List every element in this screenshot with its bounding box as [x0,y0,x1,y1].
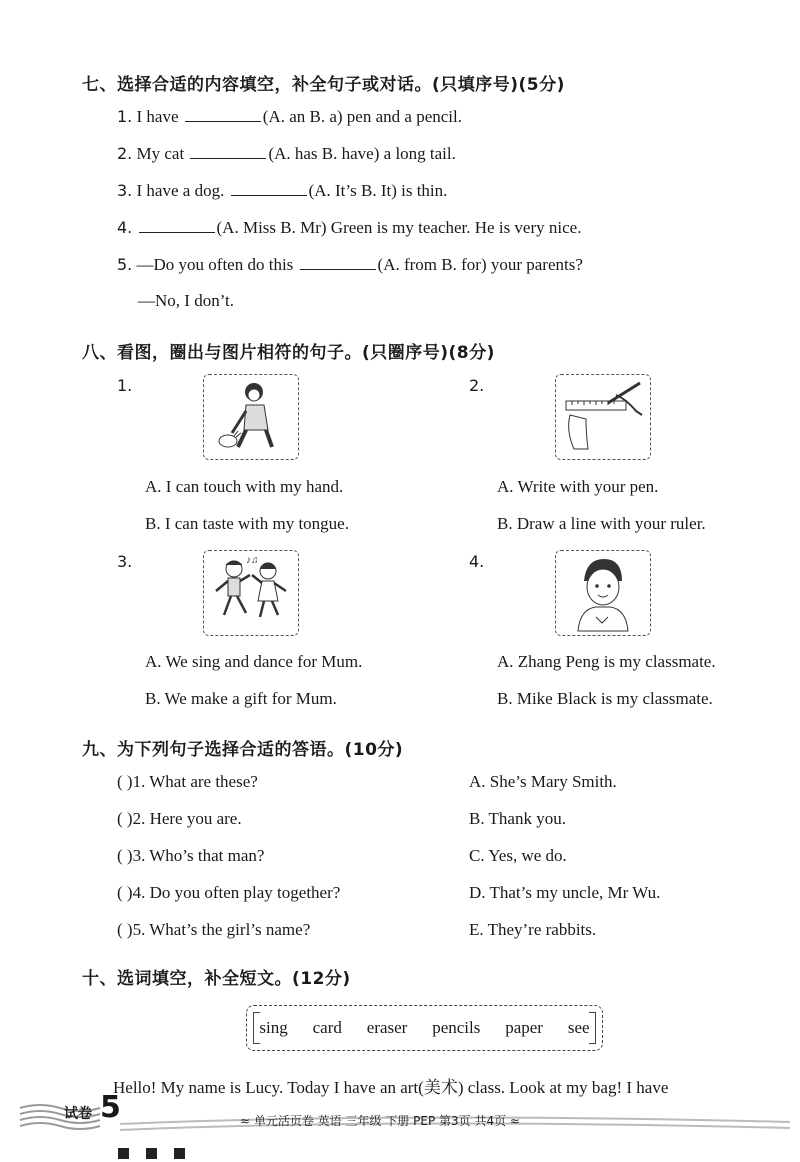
word-bank-item: card [312,1018,342,1037]
sec9-answer-d: D. That’s my uncle, Mr Wu. [469,883,661,902]
word-bank-item: eraser [366,1018,408,1037]
sec9-question-4[interactable]: ( )4. Do you often play together? [117,883,341,902]
sec8-q1-option-b[interactable]: B. I can taste with my tongue. [145,514,349,533]
sec9-answer-c: C. Yes, we do. [469,846,567,865]
passage-text: Hello! My name is Lucy. Today I have an art(美术) class. Look at my bag! I have [113,1078,669,1097]
sec7-item-5: 5. —Do you often do this (A. from B. for) your parents? [117,255,583,274]
footer-label: 试卷 [64,1106,92,1122]
sec7-item-3: 3. I have a dog. (A. It’s B. It) is thin. [117,181,448,200]
answer-blank[interactable] [300,255,376,270]
answer-blank[interactable] [185,107,261,122]
sec9-answer-b: B. Thank you. [469,809,566,828]
sec9-question-5[interactable]: ( )5. What’s the girl’s name? [117,920,311,939]
word-bank-item: see [567,1018,590,1037]
sec8-q3-option-a[interactable]: A. We sing and dance for Mum. [145,652,363,671]
sec8-q2-number: 2. [469,376,485,395]
picture-kids-dancing [203,550,299,636]
section-7-title: 七、选择合适的内容填空，补全句子或对话。(只填序号)(5分) [82,75,565,95]
sec9-question-2[interactable]: ( )2. Here you are. [117,809,242,828]
picture-hand-ruler-pen [555,374,651,460]
sec7-item-4: 4. (A. Miss B. Mr) Green is my teacher. He is very nice. [117,218,582,237]
word-bank-item: sing [259,1018,288,1037]
section-9-title: 九、为下列句子选择合适的答语。(10分) [82,740,404,760]
sec9-answer-a: A. She’s Mary Smith. [469,772,617,791]
answer-blank[interactable] [231,181,307,196]
section-10-title: 十、选词填空，补全短文。(12分) [82,969,351,989]
footer-square-mark [174,1148,185,1159]
sec8-q2-option-b[interactable]: B. Draw a line with your ruler. [497,514,706,533]
footer-page-number: 5 [100,1090,121,1125]
picture-boy-portrait [555,550,651,636]
sec9-answer-e: E. They’re rabbits. [469,920,597,939]
sec8-q4-option-a[interactable]: A. Zhang Peng is my classmate. [497,652,716,671]
sec7-item-1: 1. I have (A. an B. a) pen and a pencil. [117,107,462,126]
word-bank-item: paper [505,1018,543,1037]
sec7-item-2: 2. My cat (A. has B. have) a long tail. [117,144,456,163]
word-bank [246,1005,603,1051]
sec8-q1-option-a[interactable]: A. I can touch with my hand. [145,477,344,496]
sec8-q4-option-b[interactable]: B. Mike Black is my classmate. [497,689,713,708]
sec8-q3-number: 3. [117,552,133,571]
sec9-question-1[interactable]: ( )1. What are these? [117,772,258,791]
dancing-kids-icon [204,551,298,635]
sec8-q4-number: 4. [469,552,485,571]
svg-text:♪♫: ♪♫ [246,555,259,566]
sec8-q2-option-a[interactable]: A. Write with your pen. [497,477,659,496]
picture-boy-touching-rabbit [203,374,299,460]
footer-square-mark [118,1148,129,1159]
section-8-title: 八、看图，圈出与图片相符的句子。(只圈序号)(8分) [82,343,495,363]
answer-blank[interactable] [190,144,266,159]
boy-portrait-icon [556,551,650,635]
footer-info: ≈ 单元活页卷 英语 三年级 下册 PEP 第3页 共4页 ≈ [240,1114,520,1128]
sec9-question-3[interactable]: ( )3. Who’s that man? [117,846,265,865]
boy-touching-icon [204,375,298,459]
sec8-q1-number: 1. [117,376,133,395]
sec8-q3-option-b[interactable]: B. We make a gift for Mum. [145,689,337,708]
ruler-pen-icon [556,375,650,459]
word-bank-item: pencils [432,1018,481,1037]
sec7-reply: —No, I don’t. [138,291,235,310]
answer-blank[interactable] [139,218,215,233]
footer-square-mark [146,1148,157,1159]
